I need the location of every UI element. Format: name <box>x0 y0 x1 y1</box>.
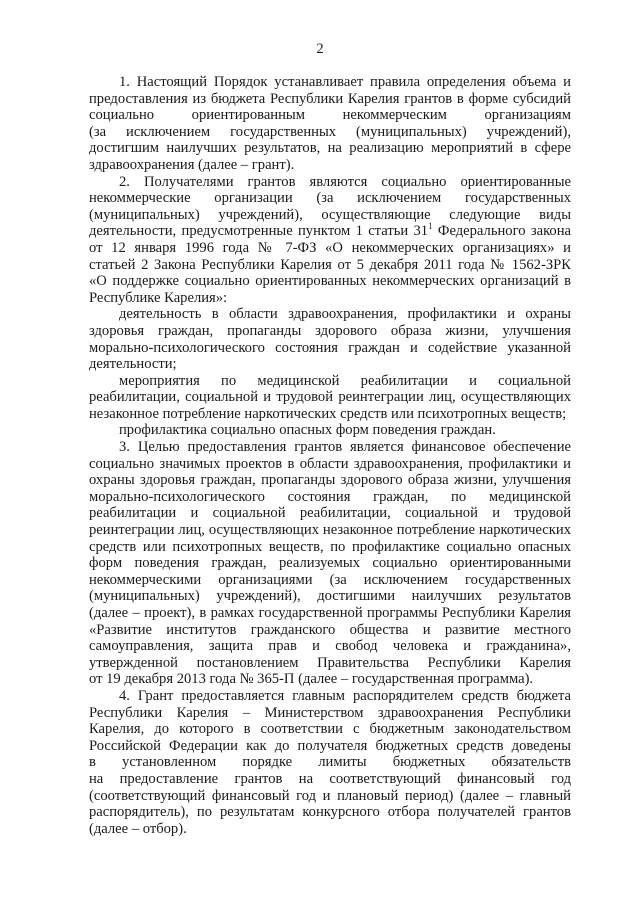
text-line: мероприятия по медицинской реабилитации и социальной <box>119 372 571 389</box>
text-line: 2. Получателями грантов являются социально ориентированные <box>119 173 571 190</box>
text-line: «О поддержке социально ориентированных некоммерческих организаций в <box>89 273 571 290</box>
text-line: (далее – отбор). <box>89 820 187 837</box>
text-line <box>89 223 571 240</box>
text-line: от 12 января 1996 года № 7-ФЗ «О некоммерческих организациях» и <box>89 239 571 256</box>
text-line: деятельность в области здравоохранения, профилактики и охраны <box>119 306 571 323</box>
text-line: утвержденной постановлением Правительства Республики Карелия <box>89 654 571 671</box>
text-segment: Федерального закона <box>432 223 571 240</box>
superscript: 1 <box>428 221 433 232</box>
text-line: некоммерческими организациями (за исключением государственных <box>89 571 571 588</box>
text-line: морально-психологического состояния граждан, по медицинской <box>89 488 571 505</box>
text-line: от 19 декабря 2013 года № 365-П (далее – государственная программа). <box>89 671 534 688</box>
text-line: форм поведения граждан, реализуемых социально ориентированными <box>89 555 571 572</box>
text-segment: деятельности, предусмотренные пунктом 1 статьи 31 <box>89 223 429 240</box>
text-line: реабилитации, социальной и трудовой реинтеграции лиц, осуществляющих <box>89 389 571 406</box>
text-line: здравоохранения (далее – грант). <box>89 156 295 173</box>
document-body <box>89 74 571 837</box>
text-line: Республике Карелия»: <box>89 289 228 306</box>
text-line: 4. Грант предоставляется главным распорядителем средств бюджета <box>119 687 571 704</box>
text-line: реинтеграции лиц, осуществляющих незаконное потребление наркотических <box>89 522 571 539</box>
text-line: (муниципальных) учреждений), достигшими наилучших результатов <box>89 588 571 605</box>
text-line: достигшим наилучших результатов, на реализацию мероприятий в сфере <box>89 140 571 157</box>
text-line: 3. Целью предоставления грантов является финансовое обеспечение <box>119 439 571 456</box>
text-line: незаконное потребление наркотических средств или психотропных веществ; <box>89 405 567 422</box>
text-line: на предоставление грантов на соответствующий финансовый год <box>89 770 571 787</box>
text-line: социально ориентированным некоммерческим организациям <box>89 107 571 124</box>
page-number: 2 <box>316 41 324 57</box>
text-line: 1. Настоящий Порядок устанавливает правила определения объема и <box>119 74 571 90</box>
text-line: статьей 2 Закона Республики Карелия от 5 декабря 2011 года № 1562-ЗРК <box>89 256 571 273</box>
text-line: профилактика социально опасных форм поведения граждан. <box>119 422 496 439</box>
text-line: (соответствующий финансовый год и плановый период) (далее – главный <box>89 787 571 804</box>
text-line: в установленном порядке лимиты бюджетных обязательств <box>89 754 571 771</box>
text-line: реабилитации и социальной реабилитации, социальной и трудовой <box>89 505 571 522</box>
text-line: средств или психотропных веществ, по профилактике социально опасных <box>89 538 571 555</box>
text-line: морально-психологического состояния граждан и содействие указанной <box>89 339 571 356</box>
text-line: распорядитель), по результатам конкурсного отбора получателей грантов <box>89 804 571 821</box>
text-line: Российской Федерации как до получателя бюджетных средств доведены <box>89 737 571 754</box>
text-line: социально значимых проектов в области здравоохранения, профилактики и <box>89 455 571 472</box>
text-line: (далее – проект), в рамках государственной программы Республики Карелия <box>89 605 571 621</box>
text-line: охраны здоровья граждан, пропаганды здорового образа жизни, улучшения <box>89 472 571 489</box>
text-line: (за исключением государственных (муниципальных) учреждений), <box>89 123 571 140</box>
text-line: самоуправления, защита прав и свобод человека и гражданина», <box>89 638 571 655</box>
text-line: некоммерческие организации (за исключением государственных <box>89 190 571 207</box>
text-line: Карелия, до которого в соответствии с бюджетным законодательством <box>89 721 571 738</box>
text-line: Республики Карелия – Министерством здравоохранения Республики <box>89 704 571 721</box>
text-line: (муниципальных) учреждений), осуществляющие следующие виды <box>89 206 571 223</box>
text-line: деятельности; <box>89 356 177 373</box>
text-line: предоставления из бюджета Республики Карелия грантов в форме субсидий <box>89 90 571 107</box>
text-line: здоровья граждан, пропаганды здорового образа жизни, улучшения <box>89 322 571 339</box>
text-line: «Развитие институтов гражданского общества и развитие местного <box>89 621 571 638</box>
